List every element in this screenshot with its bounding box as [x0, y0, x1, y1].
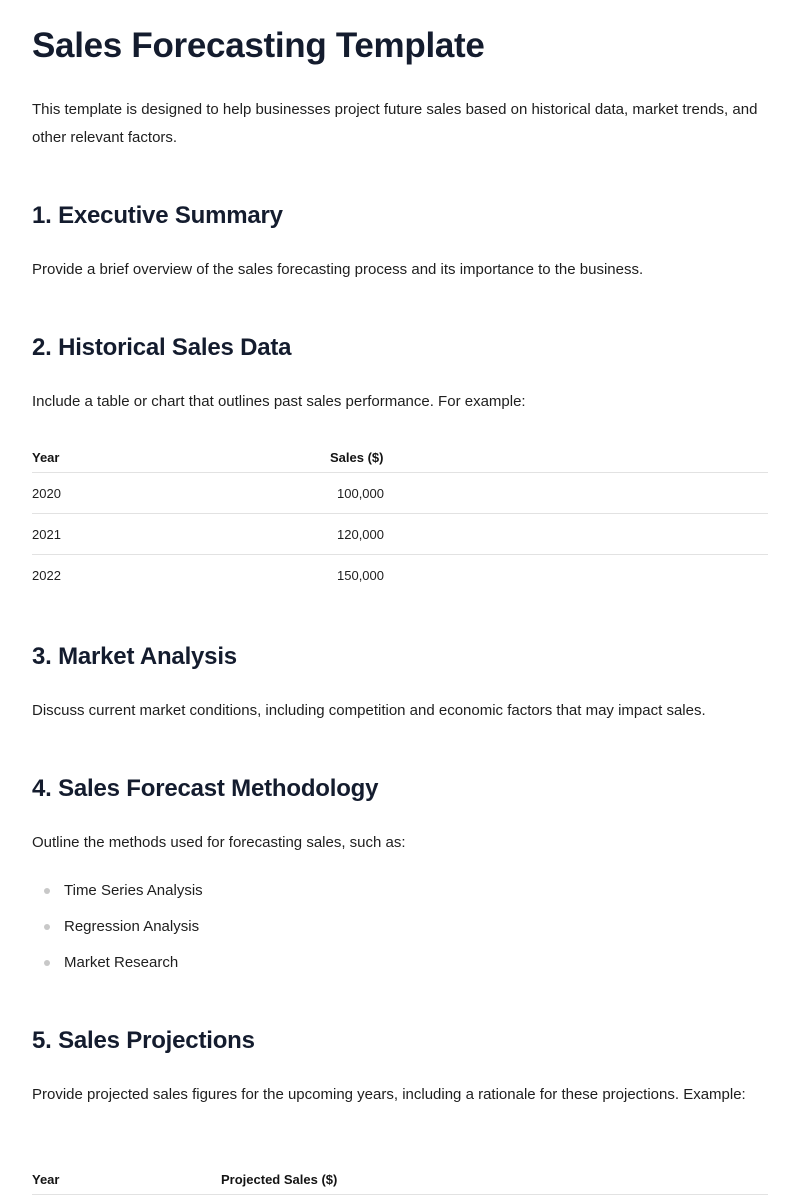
list-item [32, 945, 768, 981]
cell-year: 2020 [32, 473, 330, 514]
section-text-historical-sales: Include a table or chart that outlines past sales performance. For example: [32, 393, 526, 410]
list-item-label: Market Research [64, 954, 179, 971]
projected-sales-table [32, 1164, 768, 1195]
section-heading-executive-summary: 1. Executive Summary [32, 202, 283, 229]
section-heading-market-analysis: 3. Market Analysis [32, 643, 237, 670]
page-title: Sales Forecasting Template [32, 26, 485, 65]
table-row [32, 514, 768, 555]
table-header-row [32, 1164, 768, 1195]
column-header-year: Year [32, 1164, 221, 1195]
methodology-list [32, 873, 768, 981]
column-header-sales: Sales ($) [330, 442, 768, 473]
section-heading-sales-projections: 5. Sales Projections [32, 1027, 255, 1054]
list-item-label: Regression Analysis [64, 918, 200, 935]
historical-sales-table [32, 442, 768, 595]
section-text-sales-projections: Provide projected sales figures for the upcoming years, including a rationale for these projections. Example: [32, 1086, 746, 1103]
bullet-icon [44, 888, 50, 894]
section-heading-methodology: 4. Sales Forecast Methodology [32, 775, 379, 802]
cell-year: 2022 [32, 567, 61, 583]
table-header-row [32, 442, 768, 473]
bullet-icon [44, 960, 50, 966]
list-item [32, 909, 768, 945]
list-item-label: Time Series Analysis [64, 882, 203, 899]
cell-sales: 120,000 [330, 514, 768, 555]
cell-sales: 150,000 [337, 567, 384, 583]
cell-sales: 100,000 [330, 473, 768, 514]
column-header-year: Year [32, 442, 330, 473]
bullet-icon [44, 924, 50, 930]
column-header-projected-sales: Projected Sales ($) [221, 1164, 768, 1195]
section-text-market-analysis: Discuss current market conditions, including competition and economic factors that may impact sales. [32, 702, 706, 719]
section-text-methodology: Outline the methods used for forecasting sales, such as: [32, 834, 406, 851]
table-row [32, 555, 768, 596]
section-heading-historical-sales: 2. Historical Sales Data [32, 334, 292, 361]
cell-year: 2021 [32, 514, 330, 555]
section-text-executive-summary: Provide a brief overview of the sales forecasting process and its importance to the business. [32, 261, 644, 278]
list-item [32, 873, 768, 909]
table-row [32, 473, 768, 514]
intro-paragraph: This template is designed to help businesses project future sales based on historical data, market trends, and other relevant factors. [32, 101, 758, 146]
